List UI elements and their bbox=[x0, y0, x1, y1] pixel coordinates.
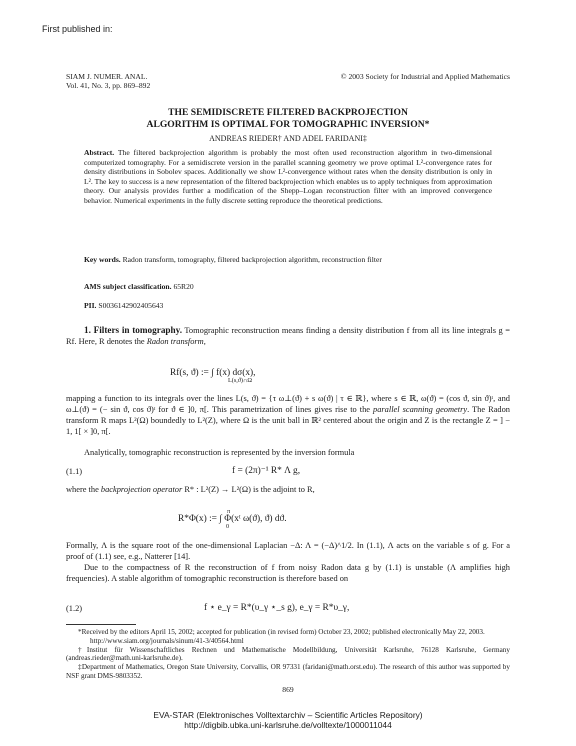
author-list: ANDREAS RIEDER† AND ADEL FARIDANI‡ bbox=[209, 134, 367, 143]
equation-radon-subscript: L(s,ϑ)∩Ω bbox=[228, 377, 252, 384]
title-line-2: ALGORITHM IS OPTIMAL FOR TOMOGRAPHIC INVERSION* bbox=[146, 119, 430, 130]
abstract-label: Abstract. bbox=[84, 148, 115, 157]
footnote-rieder-affiliation: †Institut für Wissenschaftliches Rechnen und Mathematische Modellbildung, Universität Karlsruhe, 76128 Karlsruhe, Germany (andreas.rieder@math.uni-karlsruhe.de). bbox=[66, 645, 510, 663]
paragraph-4-text-c: R* : L²(Z) → L²(Ω) is the adjoint to R, bbox=[184, 485, 315, 494]
equation-1-1: f = (2π)⁻¹ R* Λ g, bbox=[232, 466, 301, 476]
journal-volume: Vol. 41, No. 3, pp. 869–892 bbox=[66, 81, 151, 90]
section-1-paragraph-1: 1. Filters in tomography. Tomographic reconstruction means finding a density distribution f from all its line integrals g = Rf. Here, R denotes the Radon transform, bbox=[66, 325, 510, 346]
radon-transform-term: Radon transform bbox=[146, 337, 204, 346]
section-1-paragraph-5: Formally, Λ is the square root of the one-dimensional Laplacian −Δ: Λ = (−Δ)^1/2. In (1.1), Λ acts on the variable s of g. For a proof of (1.1) see, e.g., Natterer [14]. bbox=[66, 541, 510, 561]
paragraph-2-text-a: mapping a function to its integrals over the lines L(s, ϑ) = {τ ω⊥(ϑ) + s ω(ϑ) | τ ∈ ℝ}, where s ∈ ℝ, ω(ϑ) = (cos ϑ, sin ϑ)ᵗ, and ω⊥(ϑ) = (− sin ϑ, cos ϑ)ᵗ for ϑ ∈ ]0, π[. This parametrization of lines gives rise to the bbox=[66, 394, 510, 414]
abstract-text: The filtered backprojection algorithm is probably the most often used reconstruction algorithm in two-dimensional computerized tomography. For a semidiscrete version in the parallel scanning geometry we prove optimal L²-convergence rates for density distributions in Sobolev spaces. Additionally we show L²-convergence without rates when the density distribution is only in L². The key to success is a new representation of the filtered backprojection which enables us to apply techniques from approximation theory. Our analysis provides further a modification of the Shepp–Logan reconstruction filter with an improved convergence behavior. Numerical experiments in the fully discrete setting reproduce the theoretical predictions. bbox=[84, 148, 493, 205]
paragraph-4-text-a: where the bbox=[66, 485, 99, 494]
section-1-paragraph-6: Due to the compactness of R the reconstruction of f from noisy Radon data g by (1.1) is unstable (Λ amplifies high frequencies). A stable algorithm of tomographic reconstruction is therefore based on bbox=[66, 563, 510, 583]
backprojection-operator-term: backprojection operator bbox=[100, 485, 183, 494]
pii-block bbox=[84, 301, 163, 311]
equation-radon bbox=[170, 368, 410, 384]
section-1-heading: 1. Filters in tomography. bbox=[84, 325, 183, 335]
keywords-block bbox=[84, 255, 492, 265]
footnote-rule bbox=[66, 624, 136, 625]
repository-stamp bbox=[66, 710, 510, 730]
ams-label: AMS subject classification. bbox=[84, 282, 172, 291]
equation-radon-body: Rf(s, ϑ) := ∫ f(x) dσ(x), bbox=[170, 368, 256, 378]
equation-1-2: f ⋆ e_γ = R*(υ_γ ⋆_s g), e_γ = R*υ_γ, bbox=[204, 603, 350, 613]
equation-backprojection-upper-limit: π bbox=[227, 508, 231, 515]
equation-backprojection-body: R*Φ(x) := ∫ Φ(xᵗ ω(ϑ), ϑ) dϑ. bbox=[178, 514, 287, 524]
title-line-1: THE SEMIDISCRETE FILTERED BACKPROJECTION bbox=[168, 107, 408, 118]
parallel-scanning-geometry-term: parallel scanning geometry bbox=[373, 405, 468, 414]
abstract-block bbox=[84, 148, 492, 206]
equation-backprojection bbox=[178, 508, 418, 530]
section-1-paragraph-2 bbox=[66, 393, 510, 437]
paragraph-2-text-c: . The Radon transform R maps L²(Ω) boundedly to L²(Z), where Ω is the unit ball in ℝ² centered about the origin and Z is the rectangle Z = ] − 1, 1[ × ]0, π[. bbox=[66, 405, 510, 436]
repository-stamp-url[interactable]: http://digbib.ubka.uni-karlsruhe.de/volltexte/1000011044 bbox=[184, 720, 392, 730]
footnotes bbox=[66, 628, 510, 681]
paper-title bbox=[66, 107, 510, 131]
pii-text: S0036142902405643 bbox=[98, 301, 164, 310]
page-number: 869 bbox=[282, 685, 294, 694]
ams-block bbox=[84, 282, 194, 292]
pii-label: PII. bbox=[84, 301, 97, 310]
footnote-faridani-affiliation: ‡Department of Mathematics, Oregon State University, Corvallis, OR 97331 (faridani@math.orst.edu). The research of this author was supported by NSF grant DMS-9803352. bbox=[66, 663, 510, 680]
footnote-received: *Received by the editors April 15, 2002; accepted for publication (in revised form) October 23, 2002; published electronically May 22, 2003. bbox=[78, 628, 485, 636]
first-published-stamp: First published in: bbox=[42, 24, 113, 34]
repository-stamp-line-1: EVA-STAR (Elektronisches Volltextarchiv – Scientific Articles Repository) bbox=[153, 710, 423, 720]
ams-text: 65R20 bbox=[173, 282, 194, 291]
section-1-paragraph-4 bbox=[66, 484, 510, 495]
copyright-notice: © 2003 Society for Industrial and Applied Mathematics bbox=[340, 72, 510, 81]
footnote-url[interactable]: http://www.siam.org/journals/sinum/41-3/40564.html bbox=[90, 636, 244, 645]
keywords-label: Key words. bbox=[84, 255, 121, 264]
equation-backprojection-lower-limit: 0 bbox=[226, 523, 230, 530]
paragraph-1-text: Tomographic reconstruction means finding a density distribution f from all its line integrals g = Rf. Here, R denotes the bbox=[66, 326, 510, 346]
equation-1-1-label: (1.1) bbox=[66, 467, 83, 476]
keywords-text: Radon transform, tomography, filtered backprojection algorithm, reconstruction filter bbox=[122, 255, 382, 264]
journal-name: SIAM J. NUMER. ANAL. bbox=[66, 72, 148, 81]
equation-1-2-label: (1.2) bbox=[66, 604, 83, 613]
section-1-paragraph-3: Analytically, tomographic reconstruction is represented by the inversion formula bbox=[84, 448, 355, 457]
